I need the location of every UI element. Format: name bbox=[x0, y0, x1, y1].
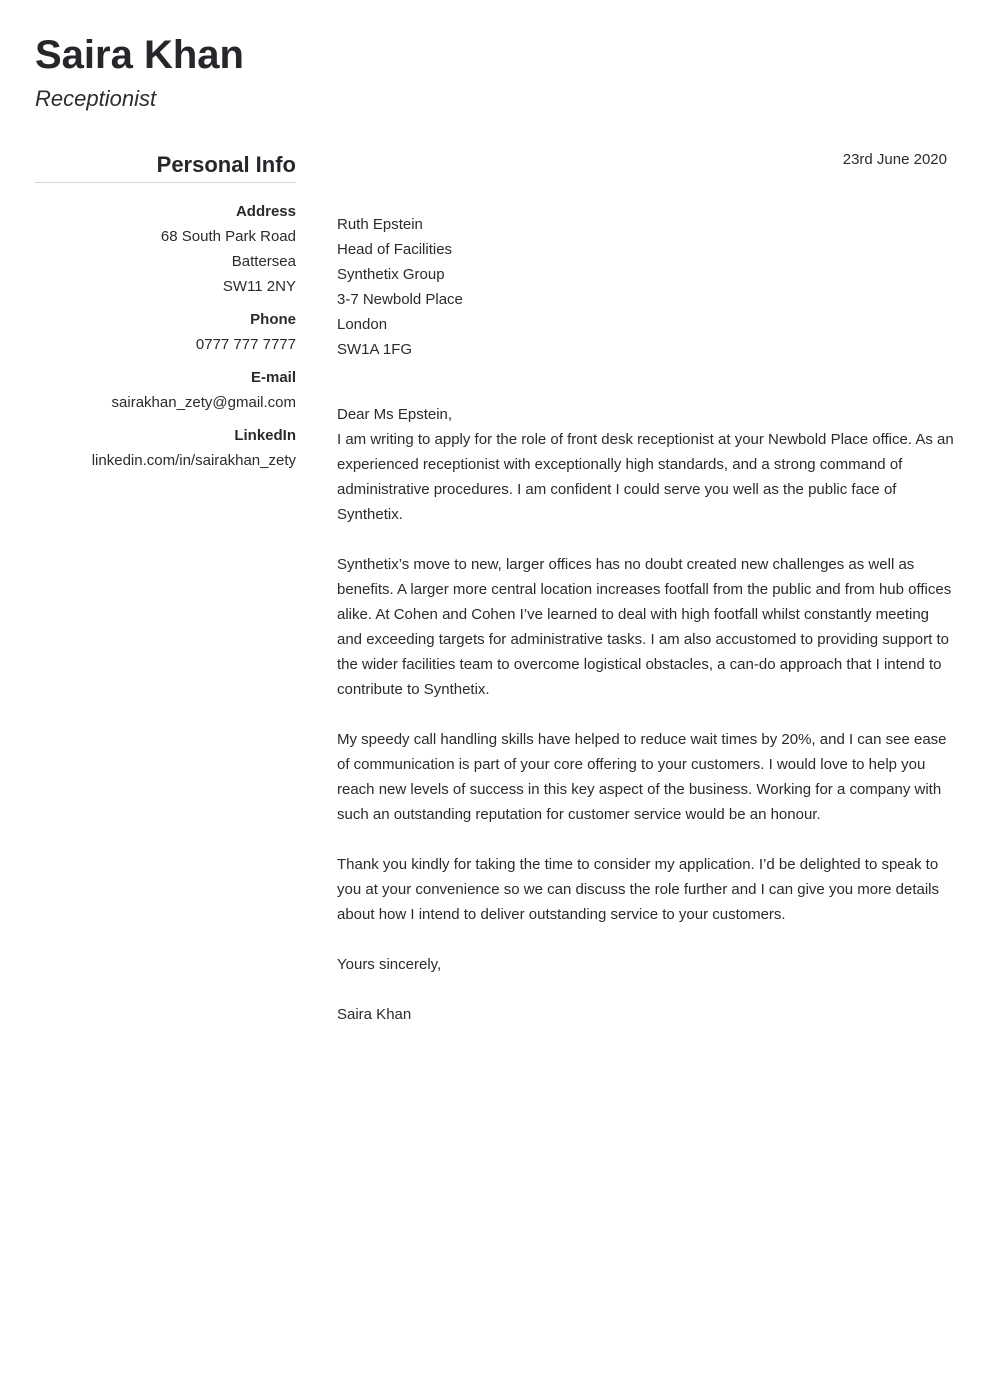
address-line: SW11 2NY bbox=[222, 278, 296, 295]
recipient-line: SW1A 1FG bbox=[337, 341, 413, 358]
address-line: 68 South Park Road bbox=[160, 228, 296, 245]
signature: Saira Khan bbox=[337, 1006, 412, 1023]
recipient-line: 3-7 Newbold Place bbox=[337, 291, 463, 308]
closing: Yours sincerely, bbox=[337, 956, 442, 973]
recipient-address bbox=[337, 212, 463, 362]
header bbox=[35, 30, 244, 113]
email-label: E-mail bbox=[250, 369, 296, 386]
linkedin-link[interactable]: linkedin.com/in/sairakhan_zety bbox=[91, 452, 296, 469]
linkedin-block bbox=[35, 423, 296, 473]
linkedin-label: LinkedIn bbox=[234, 427, 296, 444]
address-block bbox=[35, 199, 296, 299]
recipient-line: Synthetix Group bbox=[337, 266, 445, 283]
phone-block bbox=[35, 307, 296, 357]
address-line: Battersea bbox=[231, 253, 296, 270]
paragraph: Thank you kindly for taking the time to consider my application. I’d be delighted to speak to you at your convenience so we can discuss the role further and I can give you more details about how I intend to deliver outstanding service to your customers. bbox=[337, 856, 939, 923]
phone-value: 0777 777 7777 bbox=[195, 336, 296, 353]
recipient-line: Head of Facilities bbox=[337, 241, 453, 258]
letter-content bbox=[337, 402, 957, 1052]
address-label: Address bbox=[235, 203, 296, 220]
paragraph: Synthetix’s move to new, larger offices has no doubt created new challenges as well as benefits. A larger more central location increases footfall from the public and from hub offices alike. At Cohen and Cohen I’ve learned to deal with high footfall whilst constantly meeting and exceeding targets for administrative tasks. I am also accustomed to providing support to the wider facilities team to overcome logistical obstacles, a can-do approach that I intend to contribute to Synthetix. bbox=[337, 556, 952, 698]
email-link[interactable]: sairakhan_zety@gmail.com bbox=[111, 394, 296, 411]
phone-label: Phone bbox=[250, 311, 296, 328]
personal-info-sidebar bbox=[35, 150, 296, 473]
paragraph: I am writing to apply for the role of front desk receptionist at your Newbold Place office. As an experienced receptionist with exceptionally high standards, and a strong command of administrative procedures. I am confident I could serve you well as the public face of Synthetix. bbox=[337, 431, 954, 523]
paragraph: My speedy call handling skills have helped to reduce wait times by 20%, and I can see ease of communication is part of your core offering to your customers. I would love to help you reach new levels of success in this key aspect of the business. Working for a company with such an outstanding reputation for customer service would be an honour. bbox=[337, 731, 947, 823]
recipient-line: Ruth Epstein bbox=[337, 216, 423, 233]
recipient-line: London bbox=[337, 316, 388, 333]
letter-date: 23rd June 2020 bbox=[842, 151, 947, 168]
applicant-name: Saira Khan bbox=[35, 33, 244, 77]
personal-info-heading: Personal Info bbox=[35, 150, 296, 183]
salutation: Dear Ms Epstein, bbox=[337, 406, 453, 423]
job-title: Receptionist bbox=[35, 86, 157, 111]
email-block bbox=[35, 365, 296, 415]
